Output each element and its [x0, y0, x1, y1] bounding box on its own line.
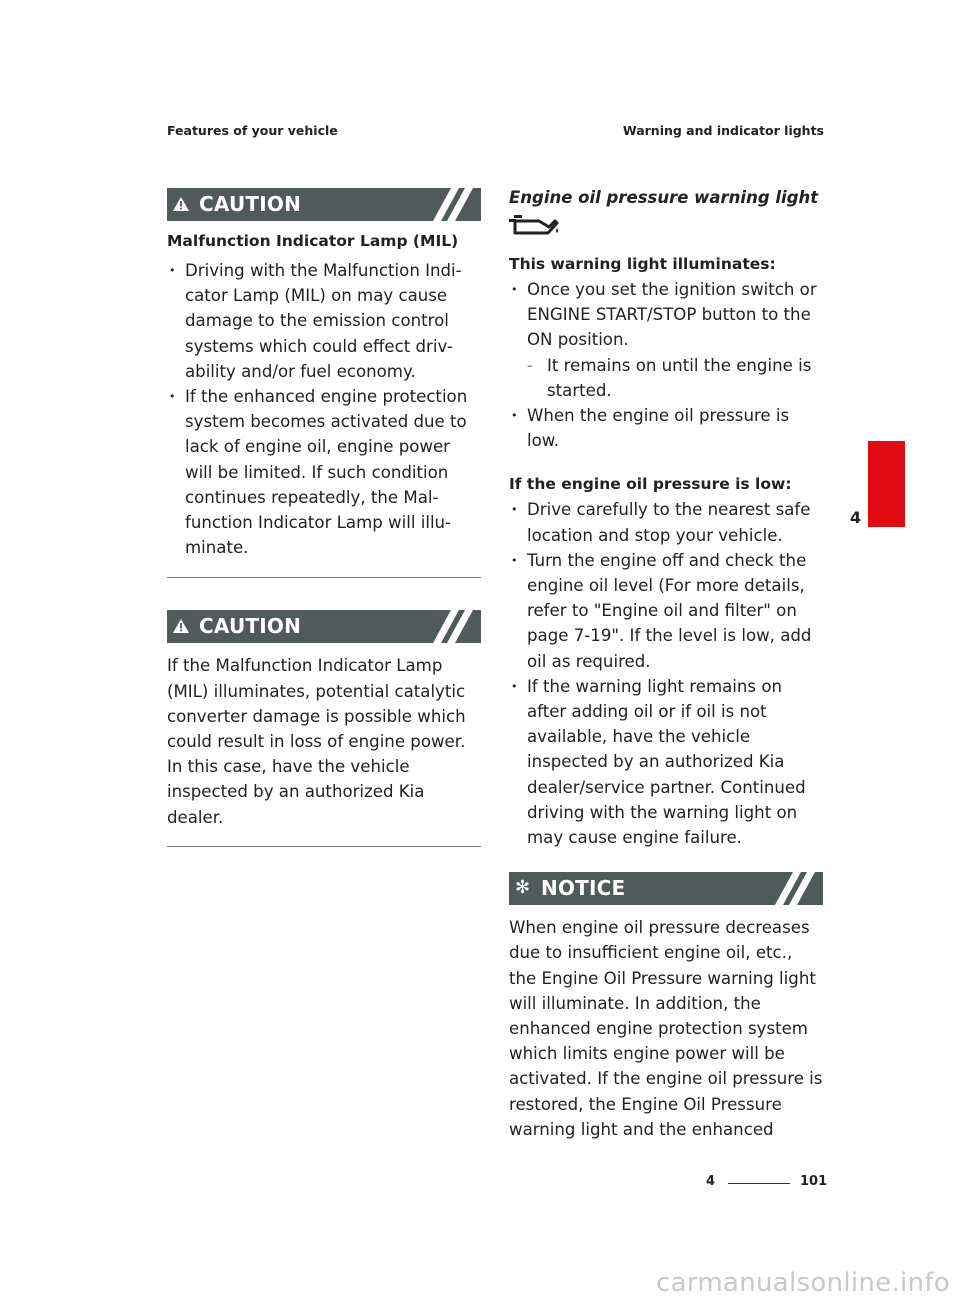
- warning-triangle-icon: [173, 619, 189, 633]
- notice-label: NOTICE: [541, 876, 626, 901]
- caution-label: CAUTION: [199, 614, 302, 639]
- list-item: • If the enhanced engine protection system becomes activated due to lack of engine oil, engine power will be limited. If such condition continues repeatedly, the Mal-function Indicator Lamp will illu-minate.: [167, 384, 481, 560]
- low-pressure-heading: If the engine oil pressure is low:: [509, 475, 792, 494]
- mil-bullet-list: [167, 258, 481, 560]
- double-slash-icon: [775, 872, 817, 905]
- running-header-right: Warning and indicator lights: [622, 123, 824, 138]
- divider: [167, 846, 481, 847]
- sub-list: [527, 353, 823, 403]
- list-item: • Drive carefully to the nearest safe location and stop your vehicle.: [509, 497, 823, 547]
- illuminates-heading: This warning light illuminates:: [509, 255, 776, 273]
- notice-text: When engine oil pressure decreases due to insufficient engine oil, etc., the Engine Oil Pressure warning light will illuminate. In addition, the enhanced engine protection system which limits engine power will be activated. If the engine oil pressure is restored, the Engine Oil Pressure warning light and the enhanced: [509, 918, 823, 1139]
- section-title: Engine oil pressure warning light: [509, 188, 819, 207]
- watermark: carmanualsonline.info: [655, 1268, 950, 1298]
- list-item: • Driving with the Malfunction Indi-cator Lamp (MIL) on may cause damage to the emission control systems which could effect driv-ability and/or fuel economy.: [167, 258, 481, 384]
- caution-text: If the Malfunction Indicator Lamp (MIL) illuminates, potential catalytic converter damage is possible which could result in loss of engine power. In this case, have the vehicle inspected by an authorized Kia dealer.: [167, 656, 466, 827]
- footer-divider: [728, 1183, 790, 1184]
- footer-chapter: 4: [706, 1174, 716, 1189]
- asterisk-icon: ✻: [515, 877, 531, 899]
- right-column: [509, 188, 823, 1142]
- mil-heading: Malfunction Indicator Lamp (MIL): [167, 232, 459, 250]
- list-item-text: Once you set the ignition switch or ENGINE START/STOP button to the ON position.: [527, 280, 817, 350]
- warning-triangle-icon: [173, 197, 189, 211]
- caution-label: CAUTION: [199, 192, 302, 216]
- low-pressure-list: [509, 497, 823, 850]
- list-item: • If the warning light remains on after adding oil or if oil is not available, have the vehicle inspected by an authorized Kia dealer/service partner. Continued driving with the warning light on may cause engine failure.: [509, 674, 823, 850]
- oil-can-icon: [509, 215, 561, 235]
- double-slash-icon: [433, 188, 475, 221]
- caution-banner: [167, 188, 481, 221]
- double-slash-icon: [433, 610, 475, 643]
- notice-banner: [509, 872, 823, 905]
- caution-banner: [167, 610, 481, 643]
- list-item: • When the engine oil pressure is low.: [509, 403, 823, 453]
- illuminates-list: [509, 277, 823, 453]
- sub-list-item: – It remains on until the engine is started.: [527, 353, 823, 403]
- divider: [167, 577, 481, 578]
- chapter-tab-number: 4: [850, 508, 862, 527]
- list-item: [509, 277, 823, 403]
- running-header-left: Features of your vehicle: [167, 123, 338, 138]
- chapter-tab: [868, 441, 905, 527]
- list-item: • Turn the engine off and check the engine oil level (For more details, refer to "Engine oil and filter" on page 7-19". If the level is low, add oil as required.: [509, 548, 823, 674]
- page-number: 101: [800, 1174, 828, 1189]
- left-column: [167, 188, 481, 847]
